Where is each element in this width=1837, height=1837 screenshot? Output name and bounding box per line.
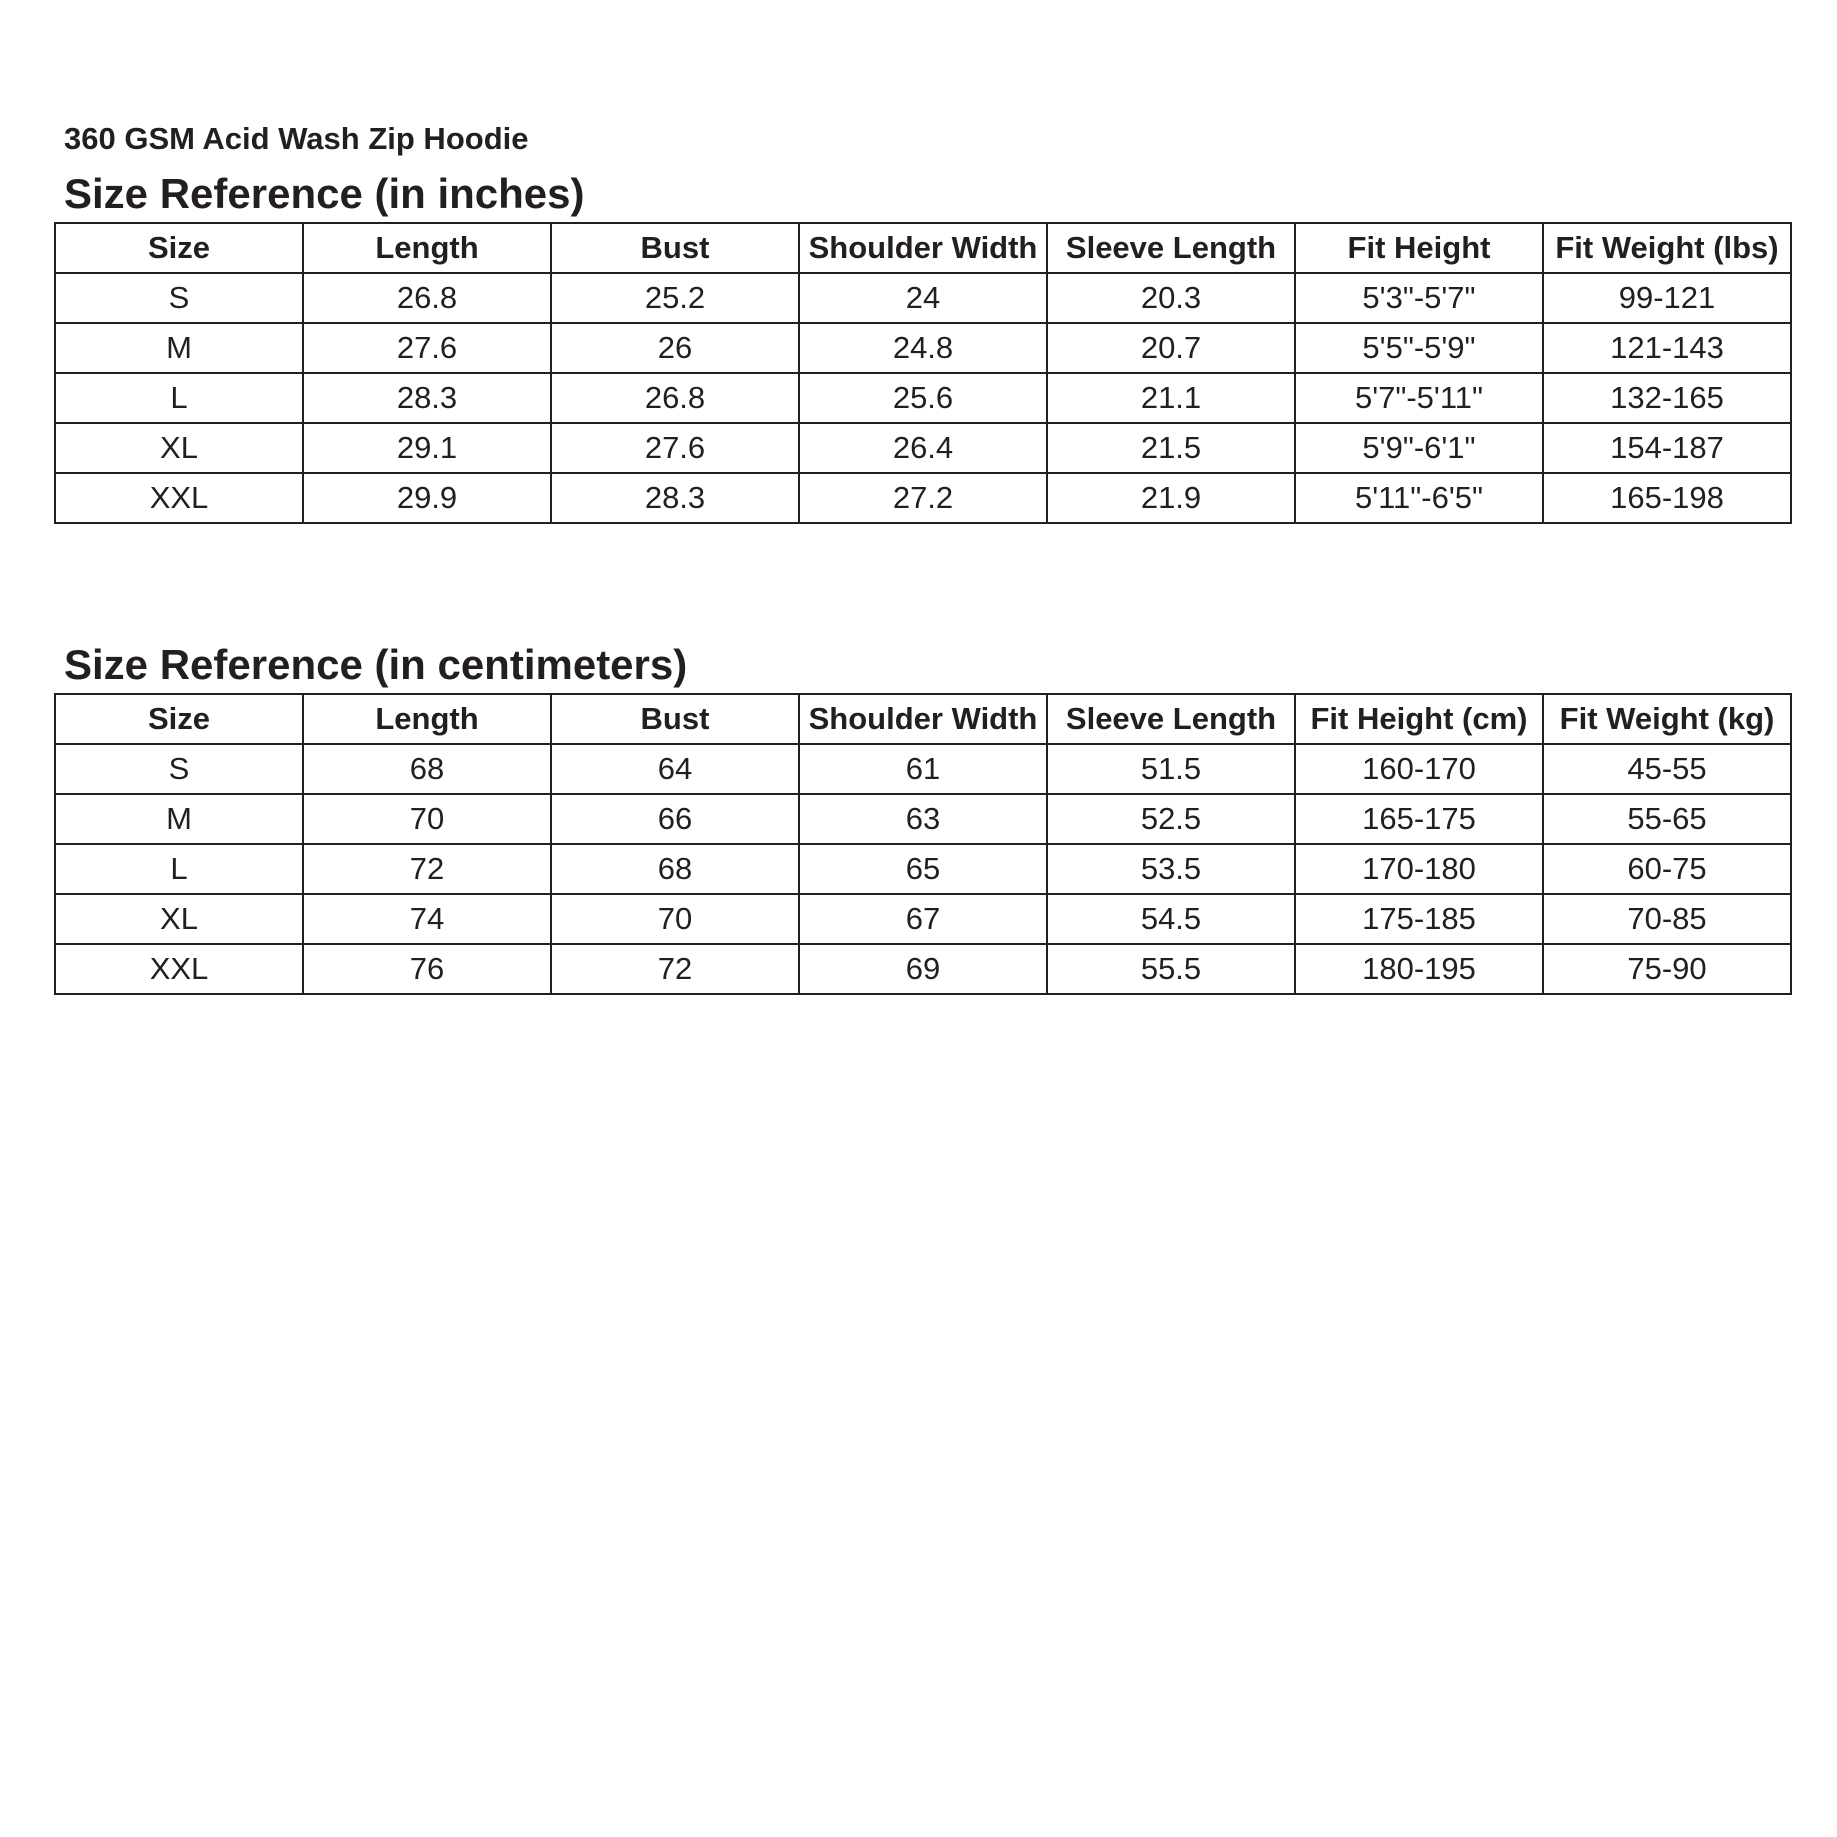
table-cell: 170-180 [1295,844,1543,894]
table-cell: XXL [55,473,303,523]
table-cell: 55.5 [1047,944,1295,994]
header-cell-sleeve-length: Sleeve Length [1047,223,1295,273]
table-cell: 63 [799,794,1047,844]
table-cell: 68 [303,744,551,794]
table-cell: L [55,844,303,894]
table-cell: 24 [799,273,1047,323]
table-cell: 5'7"-5'11" [1295,373,1543,423]
table-cell: 5'9"-6'1" [1295,423,1543,473]
table-cell: 61 [799,744,1047,794]
header-cell-size: Size [55,223,303,273]
table-row [55,844,1791,894]
table-cell: 60-75 [1543,844,1791,894]
header-cell-sleeve-length: Sleeve Length [1047,694,1295,744]
header-cell-fit-height: Fit Height [1295,223,1543,273]
table-cell: 27.6 [303,323,551,373]
header-cell-length: Length [303,694,551,744]
table-cell: 160-170 [1295,744,1543,794]
table-cell: S [55,273,303,323]
table-cell: 180-195 [1295,944,1543,994]
table-cell: 20.7 [1047,323,1295,373]
header-cell-size: Size [55,694,303,744]
table-cell: 54.5 [1047,894,1295,944]
table-row [55,373,1791,423]
header-cell-length: Length [303,223,551,273]
table-cell: 51.5 [1047,744,1295,794]
table-cell: 21.9 [1047,473,1295,523]
centimeters-section-title: Size Reference (in centimeters) [64,641,688,688]
table-row [55,273,1791,323]
table-cell: 24.8 [799,323,1047,373]
table-cell: 76 [303,944,551,994]
table-cell: 29.1 [303,423,551,473]
table-row [55,423,1791,473]
table-cell: S [55,744,303,794]
table-header-row [55,694,1791,744]
table-cell: 75-90 [1543,944,1791,994]
size-table-inches [54,222,1792,524]
table-row [55,794,1791,844]
header-cell-shoulder-width: Shoulder Width [799,223,1047,273]
table-cell: 26.8 [303,273,551,323]
header-cell-bust: Bust [551,223,799,273]
table-cell: 70 [551,894,799,944]
table-row [55,944,1791,994]
table-cell: L [55,373,303,423]
table-header-row [55,223,1791,273]
table-cell: 74 [303,894,551,944]
table-cell: 21.5 [1047,423,1295,473]
table-cell: 68 [551,844,799,894]
table-cell: XL [55,423,303,473]
table-cell: XL [55,894,303,944]
table-cell: 25.2 [551,273,799,323]
table-cell: 70-85 [1543,894,1791,944]
table-cell: 69 [799,944,1047,994]
table-cell: 45-55 [1543,744,1791,794]
table-cell: M [55,323,303,373]
table-cell: 52.5 [1047,794,1295,844]
table-cell: 28.3 [303,373,551,423]
table-cell: 165-175 [1295,794,1543,844]
table-cell: 53.5 [1047,844,1295,894]
header-cell-fit-weight: Fit Weight (kg) [1543,694,1791,744]
table-cell: 66 [551,794,799,844]
table-cell: 29.9 [303,473,551,523]
table-cell: 132-165 [1543,373,1791,423]
table-cell: 5'3"-5'7" [1295,273,1543,323]
table-cell: 55-65 [1543,794,1791,844]
size-table-centimeters [54,693,1792,995]
table-cell: 26.4 [799,423,1047,473]
table-cell: 121-143 [1543,323,1791,373]
table-cell: 72 [303,844,551,894]
header-cell-fit-weight: Fit Weight (lbs) [1543,223,1791,273]
table-cell: 28.3 [551,473,799,523]
table-row [55,744,1791,794]
table-cell: 70 [303,794,551,844]
table-cell: 25.6 [799,373,1047,423]
table-cell: 21.1 [1047,373,1295,423]
table-row [55,323,1791,373]
table-row [55,473,1791,523]
header-cell-bust: Bust [551,694,799,744]
table-cell: 65 [799,844,1047,894]
inches-section-title: Size Reference (in inches) [64,170,585,217]
table-cell: 67 [799,894,1047,944]
header-cell-fit-height: Fit Height (cm) [1295,694,1543,744]
table-cell: 99-121 [1543,273,1791,323]
table-cell: 154-187 [1543,423,1791,473]
table-cell: 72 [551,944,799,994]
table-cell: 26 [551,323,799,373]
table-cell: 5'5"-5'9" [1295,323,1543,373]
table-cell: 64 [551,744,799,794]
table-cell: 165-198 [1543,473,1791,523]
table-cell: 5'11"-6'5" [1295,473,1543,523]
product-title: 360 GSM Acid Wash Zip Hoodie [64,121,529,156]
table-cell: 26.8 [551,373,799,423]
table-cell: 175-185 [1295,894,1543,944]
table-cell: 20.3 [1047,273,1295,323]
table-row [55,894,1791,944]
table-cell: M [55,794,303,844]
header-cell-shoulder-width: Shoulder Width [799,694,1047,744]
table-cell: 27.6 [551,423,799,473]
table-cell: 27.2 [799,473,1047,523]
table-cell: XXL [55,944,303,994]
